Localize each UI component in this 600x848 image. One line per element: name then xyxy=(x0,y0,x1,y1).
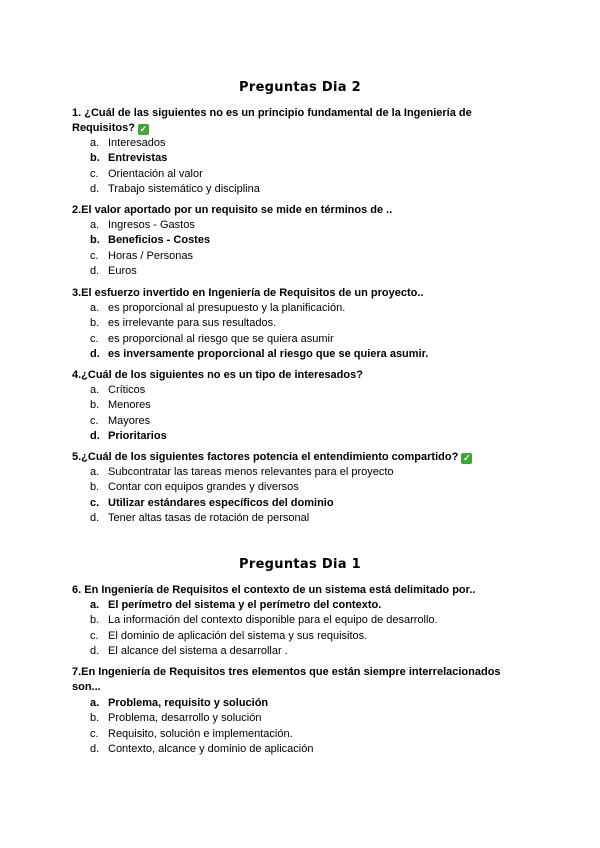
option-b: b. Beneficios - Costes xyxy=(90,234,211,247)
option-b: b. Entrevistas xyxy=(90,152,168,165)
options-q3 xyxy=(90,301,530,362)
question-text: 6. En Ingeniería de Requisitos el contexto de un sistema está delimitado por.. xyxy=(72,584,476,596)
options-q5 xyxy=(90,465,530,526)
check-mark-icon: ✓ xyxy=(463,453,471,463)
question-text: 3.El esfuerzo invertido en Ingeniería de Requisitos de un proyecto.. xyxy=(72,287,424,299)
option-d: d. El alcance del sistema a desarrollar . xyxy=(90,644,288,657)
option-b: b. Contar con equipos grandes y diversos xyxy=(90,481,299,494)
option-a: a. Subcontratar las tareas menos relevantes para el proyecto xyxy=(90,466,394,478)
section-title-dia-1: Preguntas Dia 1 xyxy=(239,557,361,572)
options-q2 xyxy=(90,218,530,279)
question-text: 5.¿Cuál de los siguientes factores potencia el entendimiento compartido? xyxy=(72,451,459,463)
option-a: a. es proporcional al presupuesto y la planificación. xyxy=(90,302,346,314)
option-d: d. Prioritarios xyxy=(90,429,167,442)
option-c: c. Requisito, solución e implementación. xyxy=(90,727,293,740)
option-c: c. Horas / Personas xyxy=(90,249,193,262)
question-1 xyxy=(72,106,522,136)
option-c: c. Utilizar estándares específicos del dominio xyxy=(90,496,334,509)
check-mark-icon: ✓ xyxy=(139,124,148,134)
option-a: a. El perímetro del sistema y el perímetro del contexto. xyxy=(90,599,382,611)
question-4 xyxy=(72,368,522,383)
option-c: c. Orientación al valor xyxy=(90,167,203,180)
option-b: b. es irrelevante para sus resultados. xyxy=(90,317,277,330)
question-2 xyxy=(72,203,522,218)
option-d: d. Tener altas tasas de rotación de personal xyxy=(90,511,310,524)
question-text: 4.¿Cuál de los siguientes no es un tipo de interesados? xyxy=(72,369,363,381)
option-a: a. Críticos xyxy=(90,384,146,396)
options-q4 xyxy=(90,383,530,444)
option-b: b. Problema, desarrollo y solución xyxy=(90,712,262,725)
option-c: c. Mayores xyxy=(90,414,151,427)
option-b: b. La información del contexto disponible para el equipo de desarrollo. xyxy=(90,614,438,627)
option-d: d. Trabajo sistemático y disciplina xyxy=(90,182,260,195)
option-a: a. Interesados xyxy=(90,137,166,149)
question-5 xyxy=(72,450,522,465)
option-d: d. Euros xyxy=(90,264,137,277)
question-text: 2.El valor aportado por un requisito se mide en términos de .. xyxy=(72,204,393,216)
option-a: a. Ingresos - Gastos xyxy=(90,219,195,231)
option-c: c. El dominio de aplicación del sistema y sus requisitos. xyxy=(90,629,368,642)
option-b: b. Menores xyxy=(90,399,151,412)
option-d: d. Contexto, alcance y dominio de aplicación xyxy=(90,742,314,755)
options-q6 xyxy=(90,598,530,659)
option-c: c. es proporcional al riesgo que se quiera asumir xyxy=(90,332,334,345)
question-text: 7.En Ingeniería de Requisitos tres elementos que están siempre interrelacionados son... xyxy=(72,666,501,693)
options-q7 xyxy=(90,696,530,757)
question-text: 1. ¿Cuál de las siguientes no es un principio fundamental de la Ingeniería de Requisitos? xyxy=(72,107,472,134)
option-a: a. Problema, requisito y solución xyxy=(90,697,269,709)
option-d: d. es inversamente proporcional al riesgo que se quiera asumir. xyxy=(90,347,429,360)
question-6 xyxy=(72,583,522,598)
options-q1 xyxy=(90,136,530,197)
section-title-dia-2: Preguntas Dia 2 xyxy=(239,80,361,95)
question-3 xyxy=(72,286,522,301)
question-7 xyxy=(72,665,522,695)
